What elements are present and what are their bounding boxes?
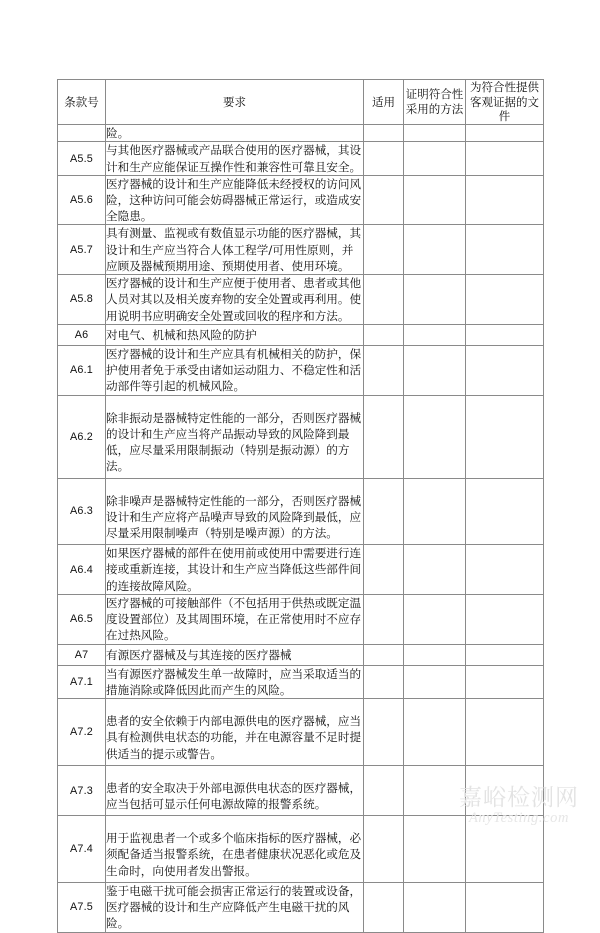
table-row [58,175,544,225]
table-header [58,80,544,125]
cell-requirement: 医疗器械的设计和生产应具有机械相关的防护，保护使用者免于承受由诸如运动阻力、不稳定性和活动部件等引起的机械风险。 [106,346,364,396]
cell-requirement: 医疗器械的可接触部件（不包括用于供热或既定温度设置部位）及其周围环境，在正常使用时不应存在过热风险。 [106,594,364,644]
cell-applicable[interactable] [364,816,404,883]
cell-method[interactable] [404,395,466,478]
cell-requirement: 与其他医疗器械或产品联合使用的医疗器械，其设计和生产应能保证互操作性和兼容性可靠且安全。 [106,142,364,175]
table-row [58,225,544,275]
table-row [58,324,544,345]
cell-requirement: 有源医疗器械及与其连接的医疗器械 [106,644,364,665]
table-row [58,882,544,932]
table-header-row [58,80,544,125]
cell-clause: A7.2 [58,699,106,766]
cell-clause: A6.3 [58,478,106,545]
cell-clause: A7.5 [58,882,106,932]
table-row [58,125,544,142]
table-row [58,665,544,698]
cell-clause: A7.3 [58,765,106,815]
cell-applicable[interactable] [364,699,404,766]
cell-evidence[interactable] [466,125,544,142]
cell-requirement: 对电气、机械和热风险的防护 [106,324,364,345]
cell-method[interactable] [404,765,466,815]
cell-evidence[interactable] [466,142,544,175]
column-header-method: 证明符合性采用的方法 [404,80,466,125]
cell-evidence[interactable] [466,644,544,665]
cell-requirement: 险。 [106,125,364,142]
cell-method[interactable] [404,324,466,345]
cell-applicable[interactable] [364,395,404,478]
table-row [58,395,544,478]
cell-clause: A6 [58,324,106,345]
cell-requirement: 患者的安全依赖于内部电源供电的医疗器械，应当具有检测供电状态的功能，并在电源容量不足时提供适当的提示或警告。 [106,699,364,766]
cell-requirement: 当有源医疗器械发生单一故障时，应当采取适当的措施消除或降低因此而产生的风险。 [106,665,364,698]
table-row [58,346,544,396]
cell-requirement: 用于监视患者一个或多个临床指标的医疗器械，必须配备适当报警系统，在患者健康状况恶化或危及生命时，向使用者发出警报。 [106,816,364,883]
cell-method[interactable] [404,545,466,595]
cell-evidence[interactable] [466,765,544,815]
table-row [58,275,544,325]
cell-clause: A7.1 [58,665,106,698]
cell-applicable[interactable] [364,644,404,665]
cell-applicable[interactable] [364,545,404,595]
cell-method[interactable] [404,346,466,396]
cell-applicable[interactable] [364,175,404,225]
column-header-requirement: 要求 [106,80,364,125]
cell-method[interactable] [404,225,466,275]
cell-evidence[interactable] [466,346,544,396]
cell-requirement: 医疗器械的设计和生产应能降低未经授权的访问风险，这种访问可能会妨碍器械正常运行，或造成安全隐患。 [106,175,364,225]
table-row [58,816,544,883]
cell-requirement: 鉴于电磁干扰可能会损害正常运行的装置或设备，医疗器械的设计和生产应降低产生电磁干扰的风险。 [106,882,364,932]
cell-method[interactable] [404,665,466,698]
cell-applicable[interactable] [364,125,404,142]
cell-evidence[interactable] [466,545,544,595]
cell-evidence[interactable] [466,478,544,545]
cell-clause: A6.2 [58,395,106,478]
cell-method[interactable] [404,816,466,883]
table-row [58,478,544,545]
requirements-table [57,79,544,933]
cell-clause: A6.5 [58,594,106,644]
cell-evidence[interactable] [466,594,544,644]
cell-clause: A7.4 [58,816,106,883]
cell-applicable[interactable] [364,478,404,545]
column-header-evidence: 为符合性提供客观证据的文件 [466,80,544,125]
cell-clause: A5.8 [58,275,106,325]
cell-evidence[interactable] [466,882,544,932]
cell-applicable[interactable] [364,765,404,815]
cell-clause: A6.1 [58,346,106,396]
cell-requirement: 除非振动是器械特定性能的一部分，否则医疗器械的设计和生产应当将产品振动导致的风险降到最低，应尽量采用限制振动（特别是振动源）的方法。 [106,395,364,478]
cell-evidence[interactable] [466,175,544,225]
cell-method[interactable] [404,275,466,325]
cell-method[interactable] [404,478,466,545]
cell-requirement: 除非噪声是器械特定性能的一部分，否则医疗器械设计和生产应将产品噪声导致的风险降到最低，应尽量采用限制噪声（特别是噪声源）的方法。 [106,478,364,545]
cell-evidence[interactable] [466,275,544,325]
cell-method[interactable] [404,125,466,142]
table-row [58,545,544,595]
cell-applicable[interactable] [364,324,404,345]
table-row [58,699,544,766]
cell-applicable[interactable] [364,882,404,932]
table-row [58,594,544,644]
cell-method[interactable] [404,699,466,766]
cell-requirement: 如果医疗器械的部件在使用前或使用中需要进行连接或重新连接，其设计和生产应当降低这些部件间的连接故障风险。 [106,545,364,595]
cell-evidence[interactable] [466,816,544,883]
column-header-clause: 条款号 [58,80,106,125]
cell-applicable[interactable] [364,225,404,275]
cell-applicable[interactable] [364,142,404,175]
table-row [58,142,544,175]
cell-requirement: 具有测量、监视或有数值显示功能的医疗器械，其设计和生产应当符合人体工程学/可用性原则，并应顾及器械预期用途、预期使用者、使用环境。 [106,225,364,275]
cell-method[interactable] [404,142,466,175]
cell-evidence[interactable] [466,665,544,698]
cell-evidence[interactable] [466,324,544,345]
table-row [58,644,544,665]
cell-applicable[interactable] [364,665,404,698]
cell-evidence[interactable] [466,395,544,478]
column-header-applicable: 适用 [364,80,404,125]
cell-applicable[interactable] [364,594,404,644]
table-body [58,125,544,932]
cell-method[interactable] [404,644,466,665]
cell-clause: A5.7 [58,225,106,275]
cell-method[interactable] [404,882,466,932]
cell-applicable[interactable] [364,346,404,396]
cell-evidence[interactable] [466,225,544,275]
cell-clause [58,125,106,142]
cell-clause: A6.4 [58,545,106,595]
cell-clause: A5.6 [58,175,106,225]
cell-clause: A7 [58,644,106,665]
table-row [58,765,544,815]
cell-method[interactable] [404,594,466,644]
cell-requirement: 患者的安全取决于外部电源供电状态的医疗器械，应当包括可显示任何电源故障的报警系统。 [106,765,364,815]
requirements-table-container [57,79,543,933]
cell-evidence[interactable] [466,699,544,766]
cell-requirement: 医疗器械的设计和生产应便于使用者、患者或其他人员对其以及相关废弃物的安全处置或再利用。使用说明书应明确安全处置或回收的程序和方法。 [106,275,364,325]
cell-clause: A5.5 [58,142,106,175]
watermark-latin-text: AnyTesting.com [468,810,570,827]
cell-applicable[interactable] [364,275,404,325]
cell-method[interactable] [404,175,466,225]
watermark-chinese-text: 嘉峪检测网 [459,785,579,811]
